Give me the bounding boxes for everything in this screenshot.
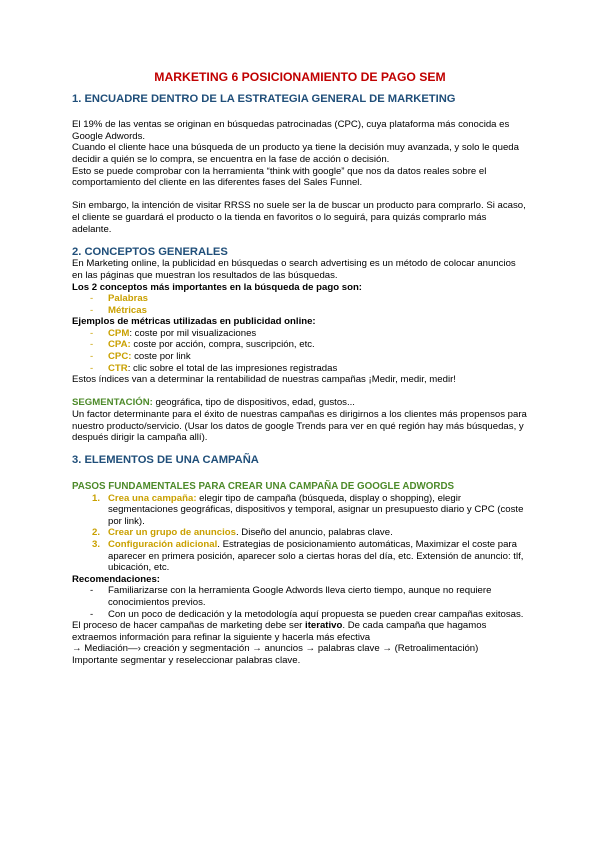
section-3-paragraph-2: → Mediación—› creación y segmentación → anuncios → palabras clave → (Retroalimentación) [72, 643, 479, 655]
concepts-heading: Los 2 conceptos más importantes en la búsqueda de pago son: [72, 281, 363, 293]
section-1-paragraph-4: Sin embargo, la intención de visitar RRSS no suele ser la de buscar un producto para comprarlo. Si acaso, el cliente se guardará el producto o la tienda en favoritos o lo seguirá, para quizás comprarlo más adelante. [72, 200, 526, 235]
section-3-paragraph-1: El proceso de hacer campañas de marketing debe ser iterativo. De cada campaña que hagamos extraemos información para refinar la siguiente y hacerla más efectiva [72, 620, 487, 643]
list-item: - Familiarizarse con la herramienta Google Adwords lleva cierto tiempo, aunque no requiere conocimientos previos. [90, 585, 528, 608]
page-title: MARKETING 6 POSICIONAMIENTO DE PAGO SEM [154, 70, 446, 84]
list-item: - CPA: coste por acción, compra, suscripción, etc. [90, 339, 528, 351]
metrics-list [72, 328, 528, 374]
section-2-paragraph-2: Estos índices van a determinar la rentabilidad de nuestras campañas ¡Medir, medir, medir! [72, 374, 456, 386]
section-3-heading: 3. ELEMENTOS DE UNA CAMPAÑA [72, 454, 259, 467]
steps-list [72, 493, 528, 574]
section-1-paragraph-3: Esto se puede comprobar con la herramienta “think with google” que nos da datos reales sobre el comportamiento del cliente en las diferentes fases del Sales Funnel. [72, 165, 487, 189]
list-item: - CPM: coste por mil visualizaciones [90, 328, 528, 340]
list-item: 1. Crea una campaña: elegir tipo de campaña (búsqueda, display o shopping), elegir segmentaciones geográficas, dispositivos y temporal, asignar un presupuesto diario y CPC (coste por link). [92, 492, 524, 527]
section-2-heading: 2. CONCEPTOS GENERALES [72, 245, 228, 258]
list-item: - Métricas [90, 305, 528, 317]
recommendations-heading: Recomendaciones: [72, 573, 160, 585]
recommendations-list [72, 585, 528, 620]
list-item: - CPC: coste por link [90, 351, 528, 363]
section-1-paragraph-1: El 19% de las ventas se originan en búsquedas patrocinadas (CPC), cuya plataforma más conocida es Google Adwords. [72, 119, 510, 142]
segmentation-line: SEGMENTACIÓN: geográfica, tipo de dispositivos, edad, gustos... [72, 397, 355, 409]
metrics-heading: Ejemplos de métricas utilizadas en publicidad online: [72, 316, 316, 328]
section-1-heading: 1. ENCUADRE DENTRO DE LA ESTRATEGIA GENERAL DE MARKETING [72, 92, 456, 105]
section-2-paragraph-1: En Marketing online, la publicidad en búsquedas o search advertising es un método de colocar anuncios en las páginas que muestran los resultados de las búsquedas. [72, 258, 516, 281]
section-1-paragraph-2: Cuando el cliente hace una búsqueda de un producto ya tiene la decisión muy avanzada, y solo le queda decidir a quién se lo compra, se encuentra en la fase de acción o decisión. [72, 142, 519, 165]
list-item: 3. Configuración adicional. Estrategias de posicionamiento automáticas, Maximizar el coste para aparecer en primera posición, aparecer solo a ciertas horas del día, etc. Extensión de anuncio: tlf, ubicación, etc. [92, 538, 524, 574]
concepts-list [72, 293, 528, 316]
list-item: - Con un poco de dedicación y la metodología aquí propuesta se pueden crear campañas exitosas. [90, 609, 528, 621]
list-item: 2. Crear un grupo de anuncios. Diseño del anuncio, palabras clave. [92, 527, 393, 539]
section-2-paragraph-3: Un factor determinante para el éxito de nuestras campañas es dirigirnos a los clientes más propensos para nuestro producto/servicio. (Usar los datos de google Trends para ver en qué región hay más búsquedas, y después dirigir la campaña allí). [72, 409, 527, 444]
section-3-paragraph-3: Importante segmentar y reseleccionar palabras clave. [72, 654, 301, 666]
list-item: - Palabras [90, 293, 528, 305]
list-item: - CTR: clic sobre el total de las impresiones registradas [90, 363, 528, 375]
steps-subheading: PASOS FUNDAMENTALES PARA CREAR UNA CAMPAÑA DE GOOGLE ADWORDS [72, 481, 455, 492]
